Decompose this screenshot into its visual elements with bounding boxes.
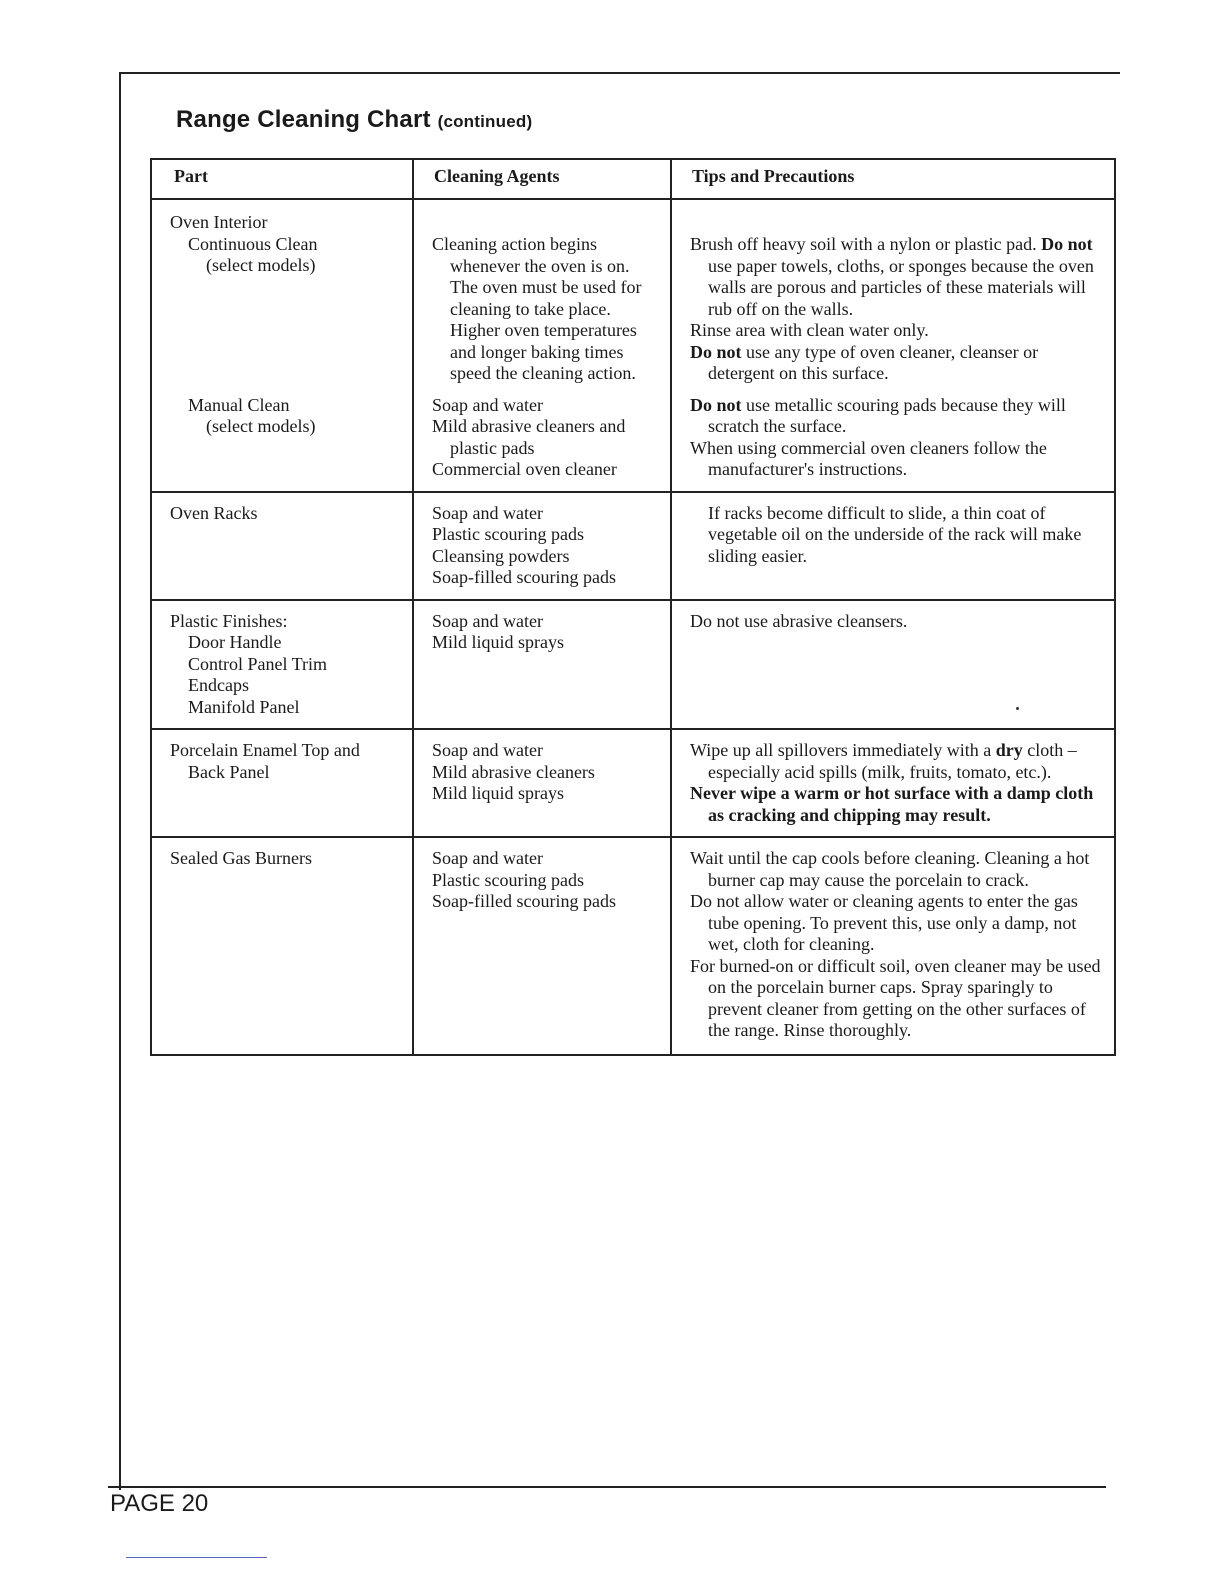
part-manual-clean: Manual Clean bbox=[188, 394, 290, 415]
tips-cell-porcelain bbox=[671, 729, 1115, 837]
agents-cell-racks bbox=[413, 492, 671, 600]
list-item: cleaning to take place. bbox=[450, 298, 611, 319]
header-tips-precautions: Tips and Precautions bbox=[671, 159, 1115, 199]
tip-item: When using commercial oven cleaners follow the manufacturer's instructions. bbox=[690, 437, 1047, 479]
list-item: Soap and water bbox=[432, 848, 543, 868]
list-item: Soap and water bbox=[432, 740, 543, 760]
part-porcelain-line1: Porcelain Enamel Top and bbox=[170, 740, 360, 760]
page-number: PAGE 20 bbox=[110, 1490, 209, 1517]
table-row-plastic-finishes bbox=[151, 600, 1115, 730]
tip-item: Do not allow water or cleaning agents to enter the gas tube opening. To prevent this, use only a damp, not wet, cloth for cleaning. bbox=[690, 891, 1078, 954]
tip-item: Do not use metallic scouring pads because they will scratch the surface. bbox=[690, 394, 1066, 436]
tip-item: Wait until the cap cools before cleaning. Cleaning a hot burner cap may cause the porcelain to crack. bbox=[690, 848, 1090, 890]
list-item: Mild liquid sprays bbox=[432, 783, 565, 803]
table-row-oven-manual bbox=[151, 385, 1115, 492]
frame-top-rule bbox=[119, 72, 1120, 74]
list-item: Control Panel Trim bbox=[188, 653, 328, 674]
list-item: Soap and water bbox=[432, 610, 543, 631]
part-cell-oven-interior bbox=[151, 199, 413, 385]
agents-cell-sealed bbox=[413, 837, 671, 1055]
part-sealed-burners: Sealed Gas Burners bbox=[151, 837, 413, 1055]
part-cell-manual-clean bbox=[151, 385, 413, 492]
table-row-oven-racks bbox=[151, 492, 1115, 600]
tips-cell-plastic bbox=[671, 600, 1115, 730]
list-item: Soap and water bbox=[432, 502, 543, 523]
part-cell-porcelain bbox=[151, 729, 413, 837]
tips-cell-manual bbox=[671, 385, 1115, 492]
tips-cell-sealed bbox=[671, 837, 1115, 1055]
range-cleaning-chart bbox=[150, 158, 1116, 1056]
list-item: Cleansing powders bbox=[432, 545, 570, 566]
tips-cell-racks bbox=[671, 492, 1115, 600]
list-item: Mild abrasive cleaners bbox=[432, 761, 595, 782]
page-title-text: Range Cleaning Chart bbox=[176, 106, 431, 133]
agents-cell-manual bbox=[413, 385, 671, 492]
frame-bottom-rule bbox=[108, 1486, 1106, 1488]
list-item: speed the cleaning action. bbox=[450, 363, 636, 383]
header-part: Part bbox=[151, 159, 413, 199]
frame-left-rule bbox=[119, 72, 121, 1490]
tip-item-warning: Never wipe a warm or hot surface with a damp cloth as cracking and chipping may result. bbox=[690, 783, 1094, 825]
list-item: Mild abrasive cleaners and bbox=[432, 416, 626, 436]
list-item: and longer baking times bbox=[450, 341, 624, 362]
table-row-sealed-burners bbox=[151, 837, 1115, 1055]
page-title bbox=[176, 106, 532, 134]
tips-cell-continuous bbox=[671, 199, 1115, 385]
list-item: Soap-filled scouring pads bbox=[432, 567, 616, 587]
part-porcelain-line2: Back Panel bbox=[188, 761, 270, 782]
part-continuous-clean: Continuous Clean bbox=[188, 233, 318, 254]
table-row-oven-continuous bbox=[151, 199, 1115, 385]
list-item: Commercial oven cleaner bbox=[432, 459, 617, 479]
list-item: Plastic scouring pads bbox=[432, 869, 584, 890]
tip-item: If racks become difficult to slide, a thin coat of vegetable oil on the underside of the rack will make sliding easier. bbox=[708, 502, 1082, 566]
list-item: Soap-filled scouring pads bbox=[432, 891, 616, 911]
list-item: The oven must be used for bbox=[450, 277, 642, 297]
scan-speck bbox=[1016, 707, 1019, 710]
list-item: whenever the oven is on. bbox=[450, 255, 630, 276]
agents-cell-continuous bbox=[413, 199, 671, 385]
header-cleaning-agents: Cleaning Agents bbox=[413, 159, 671, 199]
list-item: Plastic scouring pads bbox=[432, 524, 584, 544]
part-cell-plastic bbox=[151, 600, 413, 730]
list-item: Manifold Panel bbox=[188, 696, 300, 717]
part-oven-racks: Oven Racks bbox=[151, 492, 413, 600]
agents-cell-porcelain bbox=[413, 729, 671, 837]
tip-item: Rinse area with clean water only. bbox=[690, 320, 929, 340]
list-item: Soap and water bbox=[432, 394, 543, 415]
list-item: Higher oven temperatures bbox=[450, 320, 637, 340]
tip-item: For burned-on or difficult soil, oven cleaner may be used on the porcelain burner caps. Spray sparingly to prevent cleaner from getting on the other surfaces of the range. Rinse thoroughly. bbox=[690, 955, 1101, 1040]
tip-item: Do not use abrasive cleansers. bbox=[690, 610, 908, 631]
list-item: Endcaps bbox=[188, 675, 249, 695]
list-item: Cleaning action begins bbox=[432, 234, 597, 254]
part-plastic-finishes: Plastic Finishes: bbox=[170, 610, 288, 631]
part-manual-note: (select models) bbox=[206, 416, 316, 436]
tip-item: Brush off heavy soil with a nylon or plastic pad. Do not use paper towels, cloths, or sponges because the oven walls are porous and particles of these materials will rub off on the walls. bbox=[690, 234, 1094, 319]
page-title-continued: (continued) bbox=[437, 112, 533, 131]
list-item: Door Handle bbox=[188, 632, 282, 652]
table-row-porcelain bbox=[151, 729, 1115, 837]
agents-cell-plastic bbox=[413, 600, 671, 730]
tip-item: Wipe up all spillovers immediately with a dry cloth – especially acid spills (milk, fruits, tomato, etc.). bbox=[690, 740, 1077, 782]
tip-item: Do not use any type of oven cleaner, cleanser or detergent on this surface. bbox=[690, 341, 1039, 383]
table-header-row bbox=[151, 159, 1115, 199]
part-continuous-note: (select models) bbox=[206, 255, 316, 275]
scan-artifact-line bbox=[126, 1557, 267, 1558]
list-item: plastic pads bbox=[450, 437, 535, 458]
part-oven-interior: Oven Interior bbox=[170, 212, 268, 232]
list-item: Mild liquid sprays bbox=[432, 632, 565, 652]
